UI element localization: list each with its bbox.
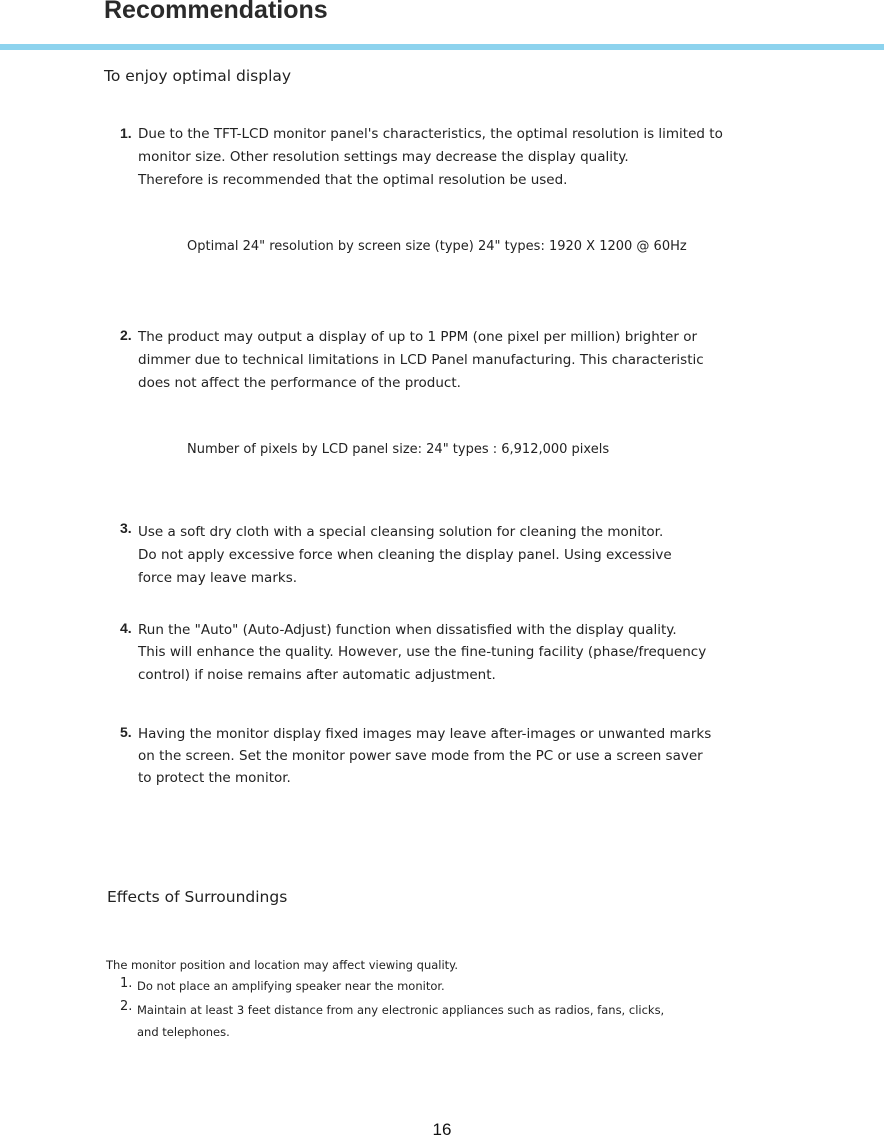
item-text-line: to protect the monitor. xyxy=(138,770,291,786)
item-text-line: Having the monitor display fixed images may leave after-images or unwanted marks xyxy=(138,726,712,742)
item-text-line: Do not apply excessive force when cleaning the display panel. Using excessive xyxy=(138,547,672,563)
item-number: 2. xyxy=(120,999,133,1014)
item-text-line: Therefore is recommended that the optimal resolution be used. xyxy=(138,172,568,188)
surroundings-intro: The monitor position and location may affect viewing quality. xyxy=(106,958,458,972)
item-number: 4. xyxy=(120,620,132,636)
page-number: 16 xyxy=(432,1120,452,1139)
surroundings-heading: Effects of Surroundings xyxy=(107,888,288,906)
item-text-line: monitor size. Other resolution settings may decrease the display quality. xyxy=(138,149,629,165)
page-title: Recommendations xyxy=(104,0,328,24)
item-number: 2. xyxy=(120,327,132,343)
item-text-line: Maintain at least 3 feet distance from any electronic appliances such as radios, fans, clicks, xyxy=(137,1003,665,1017)
item-text-line: dimmer due to technical limitations in LCD Panel manufacturing. This characteristic xyxy=(138,352,704,368)
item-text-line: on the screen. Set the monitor power save mode from the PC or use a screen saver xyxy=(138,748,703,764)
item-number: 1. xyxy=(120,125,132,141)
item-text-line: Due to the TFT-LCD monitor panel's characteristics, the optimal resolution is limited to xyxy=(138,126,723,142)
item-text-line: Do not place an amplifying speaker near the monitor. xyxy=(137,979,445,993)
item-text-line: control) if noise remains after automatic adjustment. xyxy=(138,667,496,683)
item-number: 3. xyxy=(120,520,132,536)
item-text-line: The product may output a display of up to 1 PPM (one pixel per million) brighter or xyxy=(138,329,698,345)
item-text-line: This will enhance the quality. However, use the fine-tuning facility (phase/frequency xyxy=(138,644,707,660)
optimal-display-heading: To enjoy optimal display xyxy=(104,67,292,85)
item-text-line: Run the "Auto" (Auto-Adjust) function when dissatisfied with the display quality. xyxy=(138,622,677,638)
header-divider xyxy=(0,44,884,50)
item-text-line: Use a soft dry cloth with a special cleansing solution for cleaning the monitor. xyxy=(138,524,664,540)
pixels-note: Number of pixels by LCD panel size: 24" types : 6,912,000 pixels xyxy=(187,442,610,457)
item-text-line: force may leave marks. xyxy=(138,570,298,586)
item-text-line: and telephones. xyxy=(137,1025,230,1039)
item-text-line: does not affect the performance of the product. xyxy=(138,375,461,391)
item-number: 1. xyxy=(120,976,133,991)
resolution-note: Optimal 24" resolution by screen size (type) 24" types: 1920 X 1200 @ 60Hz xyxy=(187,239,687,254)
item-number: 5. xyxy=(120,724,132,740)
